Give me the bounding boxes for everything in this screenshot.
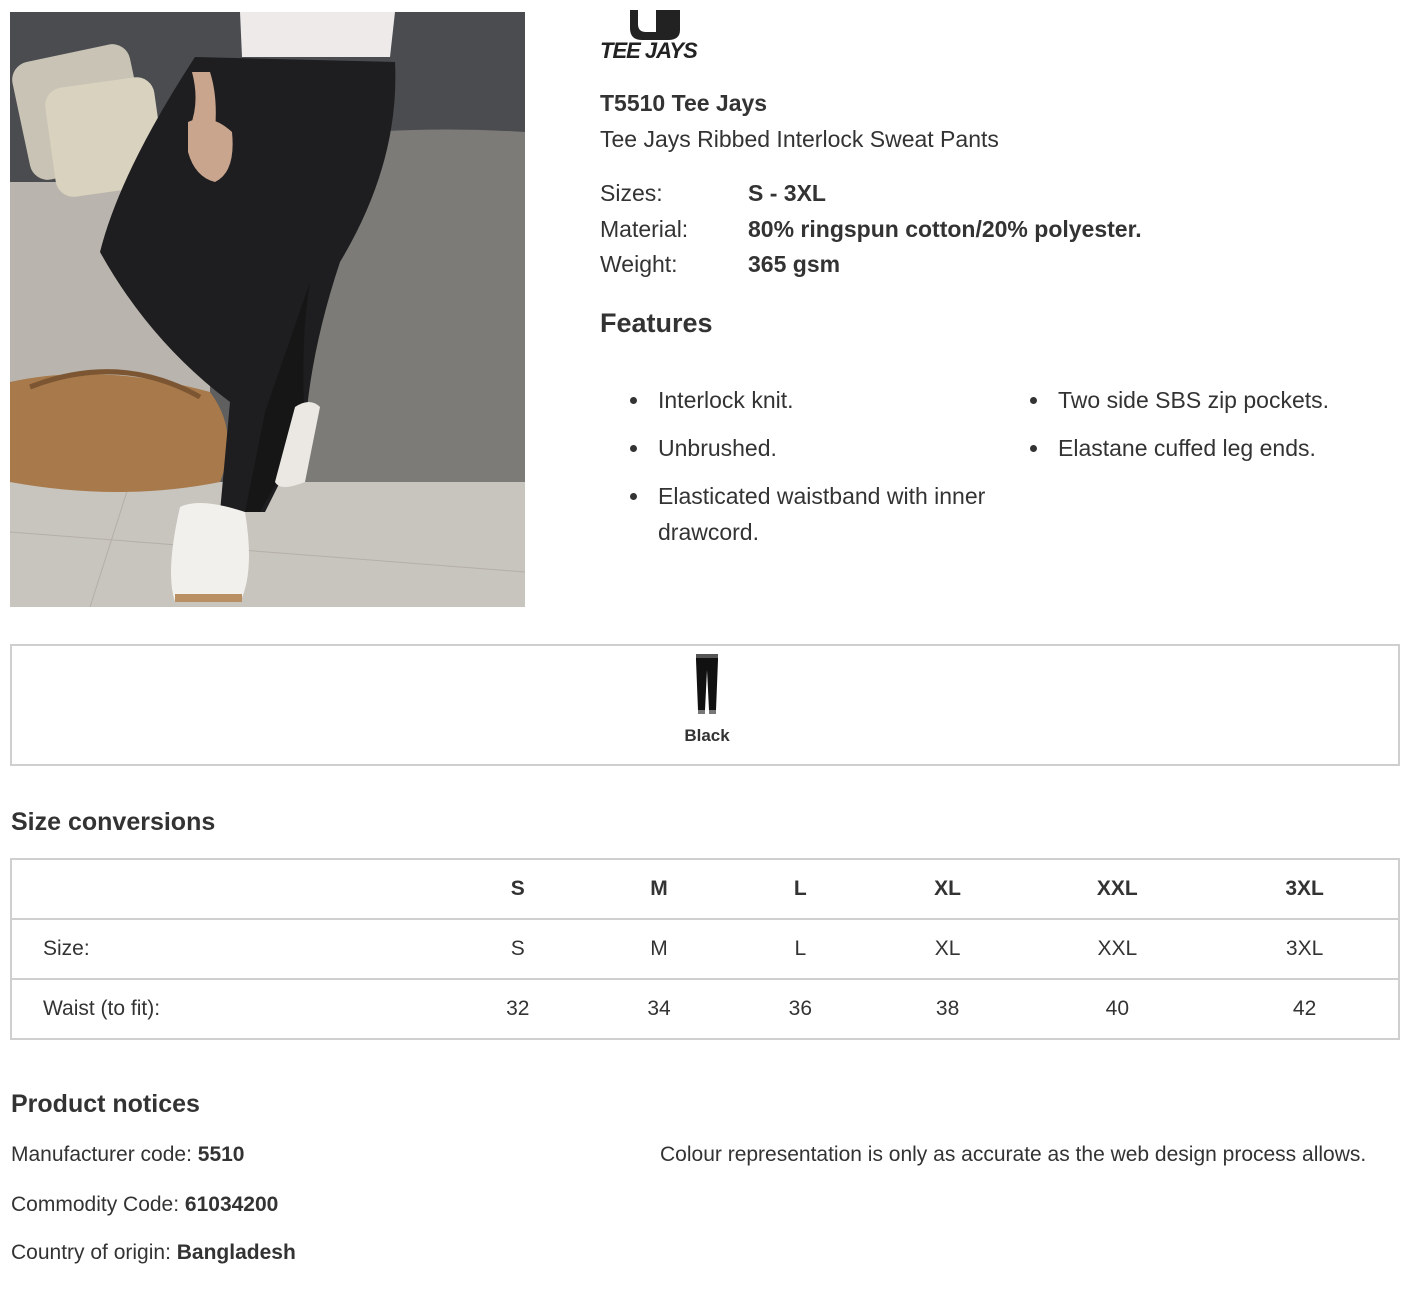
- feature-item: Elastane cuffed leg ends.: [1000, 430, 1400, 466]
- product-photo: [10, 12, 525, 607]
- notice-value: 61034200: [184, 1193, 279, 1216]
- notice-label: Manufacturer code:: [11, 1143, 198, 1166]
- spec-list: [600, 180, 1142, 287]
- table-row: [11, 979, 1399, 1039]
- spec-row-weight: [600, 251, 1142, 287]
- notice-value: Bangladesh: [176, 1241, 296, 1264]
- table-cell: XL: [872, 919, 1024, 979]
- table-cell: S: [446, 919, 589, 979]
- features-column-1: [600, 382, 1000, 562]
- spec-label: Sizes:: [600, 180, 663, 206]
- table-header-cell: XXL: [1023, 859, 1211, 919]
- spec-label: Weight:: [600, 251, 678, 277]
- table-cell: 36: [788, 997, 812, 1020]
- feature-item: Interlock knit.: [600, 382, 1000, 418]
- notice-value: 5510: [197, 1143, 245, 1166]
- table-header-cell: S: [446, 859, 589, 919]
- table-cell: L: [729, 919, 872, 979]
- spec-label: Material:: [600, 215, 689, 242]
- brand-logo: [600, 10, 712, 62]
- table-cell: M: [589, 919, 729, 979]
- table-row: [11, 919, 1399, 979]
- table-cell: XXL: [1023, 919, 1211, 979]
- product-notices-heading: Product notices: [11, 1090, 200, 1118]
- colour-swatch-black[interactable]: [672, 652, 742, 746]
- colour-name: Black: [684, 726, 730, 745]
- spec-row-sizes: [600, 180, 1142, 216]
- spec-value: 80% ringspun cotton/20% polyester.: [748, 215, 1142, 242]
- table-cell: 3XL: [1211, 919, 1399, 979]
- row-label: Size:: [11, 919, 446, 979]
- country-of-origin: [11, 1241, 296, 1265]
- table-cell: 42: [1292, 997, 1317, 1020]
- row-label: Waist (to fit):: [43, 997, 161, 1020]
- size-conversion-table: [10, 858, 1400, 1040]
- colour-swatches: [10, 644, 1400, 766]
- spec-row-material: [600, 216, 1142, 252]
- trousers-icon: [694, 652, 720, 716]
- features-heading: Features: [600, 308, 713, 338]
- table-cell: 34: [647, 997, 671, 1020]
- manufacturer-code: [11, 1143, 244, 1167]
- table-header-row: [11, 859, 1399, 919]
- commodity-code: [11, 1193, 278, 1217]
- table-cell: 38: [935, 997, 960, 1020]
- table-header-cell: L: [729, 859, 872, 919]
- feature-item: Unbrushed.: [600, 430, 1000, 466]
- table-header-cell: M: [589, 859, 729, 919]
- notice-label: Commodity Code:: [11, 1193, 185, 1216]
- feature-item: Two side SBS zip pockets.: [1000, 382, 1400, 418]
- spec-value: S - 3XL: [748, 180, 826, 206]
- feature-item: Elasticated waistband with inner drawcord.: [600, 478, 1000, 550]
- table-header-cell: 3XL: [1211, 859, 1399, 919]
- table-cell: 32: [506, 997, 530, 1020]
- features-column-2: [1000, 382, 1400, 478]
- table-header-cell: XL: [872, 859, 1024, 919]
- notice-label: Country of origin:: [11, 1241, 177, 1264]
- spec-value: 365 gsm: [748, 251, 841, 277]
- colour-disclaimer: Colour representation is only as accurate as the web design process allows.: [660, 1143, 1367, 1166]
- brand-logo-text: TEE JAYS: [600, 38, 697, 62]
- table-cell: 40: [1105, 997, 1130, 1020]
- product-code: T5510 Tee Jays: [600, 90, 768, 116]
- product-name: Tee Jays Ribbed Interlock Sweat Pants: [600, 126, 999, 152]
- table-header-cell: [11, 859, 446, 919]
- size-conversions-heading: Size conversions: [11, 808, 216, 836]
